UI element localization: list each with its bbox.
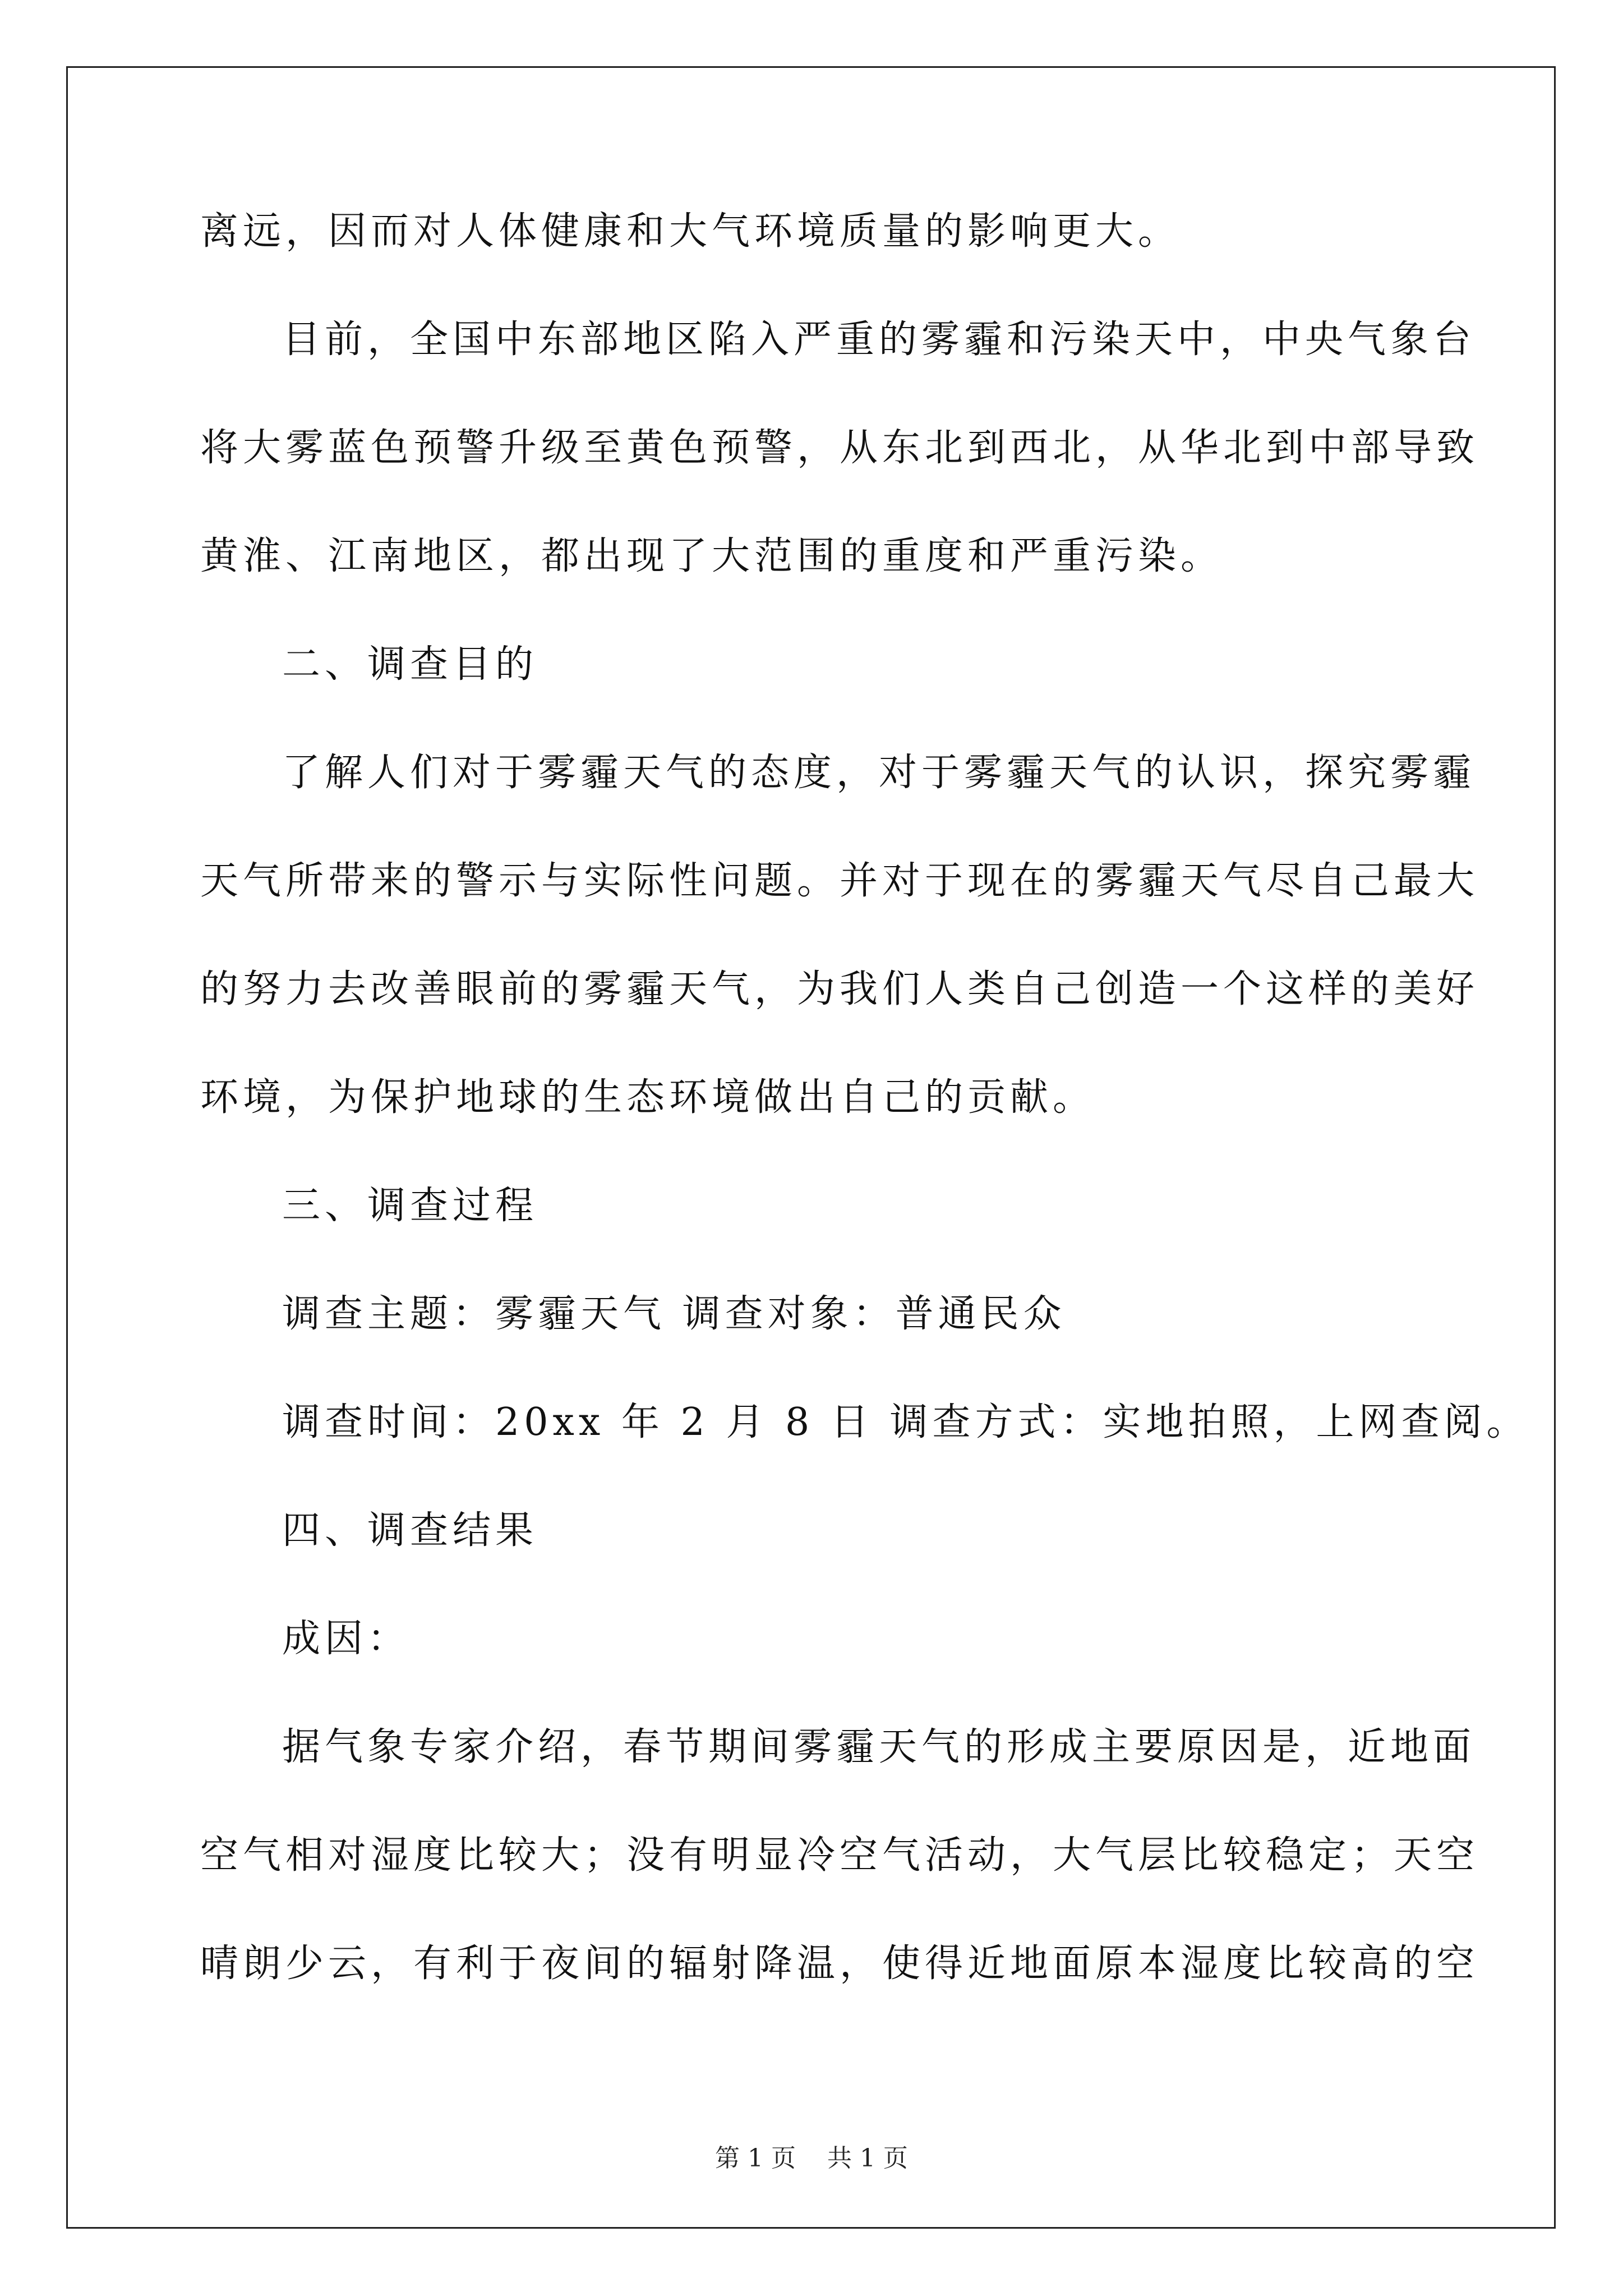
- body-line: 离远，因而对人体健康和大气环境质量的影响更大。: [200, 209, 1181, 254]
- body-line: 晴朗少云，有利于夜间的辐射降温，使得近地面原本湿度比较高的空: [200, 1941, 1479, 1986]
- section-heading-results: 四、调查结果: [282, 1508, 538, 1553]
- section-heading-process: 三、调查过程: [282, 1184, 538, 1228]
- body-line: 空气相对湿度比较大；没有明显冷空气活动，大气层比较稳定；天空: [200, 1833, 1479, 1878]
- page-number-footer: 第 1 页 共 1 页: [715, 2144, 908, 2173]
- body-line: 黄淮、江南地区，都出现了大范围的重度和严重污染。: [200, 534, 1224, 578]
- body-line: 天气所带来的警示与实际性问题。并对于现在的雾霾天气尽自己最大: [200, 859, 1479, 903]
- body-line: 将大雾蓝色预警升级至黄色预警，从东北到西北，从华北到中部导致: [200, 426, 1479, 470]
- survey-topic-line: 调查主题：雾霾天气 调查对象：普通民众: [282, 1292, 1066, 1336]
- section-heading-purpose: 二、调查目的: [282, 642, 538, 687]
- paragraph-start-line: 了解人们对于雾霾天气的态度，对于雾霾天气的认识，探究雾霾: [282, 751, 1476, 795]
- body-line: 环境，为保护地球的生态环境做出自己的贡献。: [200, 1075, 1096, 1120]
- body-line: 的努力去改善眼前的雾霾天气，为我们人类自己创造一个这样的美好: [200, 967, 1479, 1011]
- page-border: [66, 66, 1556, 2229]
- paragraph-start-line: 目前，全国中东部地区陷入严重的雾霾和污染天中，中央气象台: [282, 318, 1476, 362]
- paragraph-start-line: 据气象专家介绍，春节期间雾霾天气的形成主要原因是，近地面: [282, 1725, 1476, 1769]
- survey-time-line: 调查时间：20xx 年 2 月 8 日 调查方式：实地拍照，上网查阅。: [282, 1400, 1529, 1444]
- causes-label: 成因：: [282, 1617, 411, 1661]
